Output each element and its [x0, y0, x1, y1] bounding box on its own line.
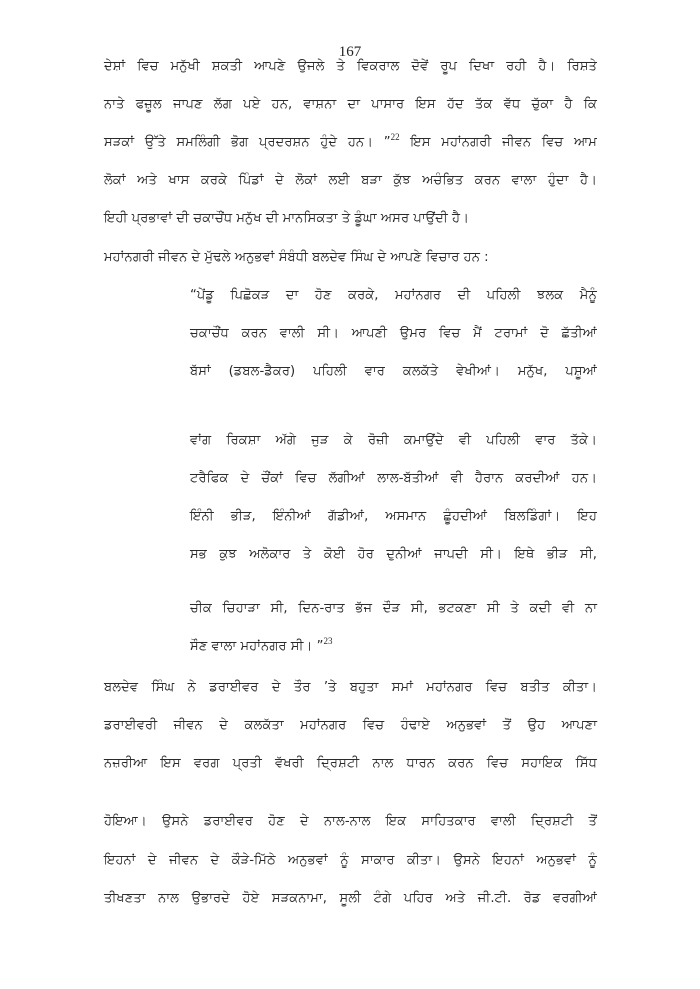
quote-line: ਵਾਂਗ ਰਿਕਸ਼ਾ ਅੱਗੇ ਜੁੜ ਕੇ ਰੋਜ਼ੀ ਕਮਾਉਂਦੇ ਵੀ ਪਹਿਲੀ ਵਾਰ ਤੱਕੇ।: [190, 433, 597, 448]
text-line: ਨਜ਼ਰੀਆ ਇਸ ਵਰਗ ਪ੍ਰਤੀ ਵੱਖਰੀ ਦ੍ਰਿਸ਼ਟੀ ਨਾਲ ਧਾਰਨ ਕਰਨ ਵਿਚ ਸਹਾਇਕ ਸਿੱਧ: [104, 756, 597, 771]
text-line: ਦੇਸ਼ਾਂ ਵਿਚ ਮਨੁੱਖੀ ਸ਼ਕਤੀ ਆਪਣੇ ਉਜਲੇ ਤੇ ਵਿਕਰਾਲ ਦੋਵੇਂ ਰੂਪ ਦਿਖਾ ਰਹੀ ਹੈ। ਰਿਸ਼ਤੇ: [104, 59, 597, 74]
quote-line: ਟਰੈਫਿਕ ਦੇ ਚੌਂਕਾਂ ਵਿਚ ਲੱਗੀਆਂ ਲਾਲ-ਬੱਤੀਆਂ ਵੀ ਹੈਰਾਨ ਕਰਦੀਆਂ ਹਨ।: [190, 471, 597, 486]
text-line: ਇਹੀ ਪ੍ਰਭਾਵਾਂ ਦੀ ਚਕਾਚੌਂਧ ਮਨੁੱਖ ਦੀ ਮਾਨਸਿਕਤਾ ਤੇ ਡੂੰਘਾ ਅਸਰ ਪਾਉਂਦੀ ਹੈ।: [104, 211, 470, 226]
text-segment: ਸੜਕਾਂ ਉੱਤੇ ਸਮਲਿੰਗੀ ਭੋਗ ਪ੍ਰਦਰਸ਼ਨ ਹੁੰਦੇ ਹਨ। ”: [104, 135, 391, 150]
text-line: ਹੋਇਆ। ਉਸਨੇ ਡਰਾਈਵਰ ਹੋਣ ਦੇ ਨਾਲ-ਨਾਲ ਇਕ ਸਾਹਿਤਕਾਰ ਵਾਲੀ ਦ੍ਰਿਸ਼ਟੀ ਤੋਂ: [104, 814, 597, 829]
quote-line: ਚੀਕ ਚਿਹਾੜਾ ਸੀ, ਦਿਨ-ਰਾਤ ਭੱਜ ਦੌੜ ਸੀ, ਭਟਕਣਾ ਸੀ ਤੇ ਕਦੀ ਵੀ ਨਾ: [190, 601, 597, 616]
page-number: 167: [338, 44, 362, 60]
text-segment: ਇਸ ਮਹਾਂਨਗਰੀ ਜੀਵਨ ਵਿਚ ਆਮ: [399, 135, 597, 150]
text-line-with-footnote: [104, 133, 597, 153]
quote-line: ਇੰਨੀ ਭੀੜ, ਇੰਨੀਆਂ ਗੱਡੀਆਂ, ਅਸਮਾਨ ਛੂੰਹਦੀਆਂ ਬਿਲਡਿੰਗਾਂ। ਇਹ: [190, 509, 597, 524]
quote-line: ਸਭ ਕੁਝ ਅਲੋਕਾਰ ਤੇ ਕੋਈ ਹੋਰ ਦੁਨੀਆਂ ਜਾਪਦੀ ਸੀ। ਇਥੇ ਭੀੜ ਸੀ,: [190, 547, 597, 562]
quote-line: ਚਕਾਚੌਂਧ ਕਰਨ ਵਾਲੀ ਸੀ। ਆਪਣੀ ਉਮਰ ਵਿਚ ਮੈਂ ਟਰਾਮਾਂ ਦੋ ਛੱਤੀਆਂ: [190, 326, 597, 341]
quote-line-with-footnote: [190, 637, 597, 657]
text-line: ਡਰਾਈਵਰੀ ਜੀਵਨ ਦੇ ਕਲਕੱਤਾ ਮਹਾਂਨਗਰ ਵਿਚ ਹੰਢਾਏ ਅਨੁਭਵਾਂ ਤੋਂ ਉਹ ਆਪਣਾ: [104, 718, 597, 733]
footnote-ref-23: 23: [323, 636, 333, 646]
text-line: ਬਲਦੇਵ ਸਿੰਘ ਨੇ ਡਰਾਈਵਰ ਦੇ ਤੌਰ ’ਤੇ ਬਹੁਤਾ ਸਮਾਂ ਮਹਾਂਨਗਰ ਵਿਚ ਬਤੀਤ ਕੀਤਾ।: [104, 680, 597, 695]
text-line: ਇਹਨਾਂ ਦੇ ਜੀਵਨ ਦੇ ਕੌੜੇ-ਮਿੱਠੇ ਅਨੁਭਵਾਂ ਨੂੰ ਸਾਕਾਰ ਕੀਤਾ। ਉਸਨੇ ਇਹਨਾਂ ਅਨੁਭਵਾਂ ਨੂੰ: [104, 853, 597, 868]
quote-line: “ਪੇਂਡੂ ਪਿਛੋਕੜ ਦਾ ਹੋਣ ਕਰਕੇ, ਮਹਾਂਨਗਰ ਦੀ ਪਹਿਲੀ ਝਲਕ ਮੈਨੂੰ: [190, 288, 597, 303]
text-line: ਮਹਾਂਨਗਰੀ ਜੀਵਨ ਦੇ ਮੁੱਢਲੇ ਅਨੁਭਵਾਂ ਸੰਬੰਧੀ ਬਲਦੇਵ ਸਿੰਘ ਦੇ ਆਪਣੇ ਵਿਚਾਰ ਹਨ :: [104, 250, 489, 265]
text-line: ਨਾਤੇ ਫਜ਼ੂਲ ਜਾਪਣ ਲੱਗ ਪਏ ਹਨ, ਵਾਸ਼ਨਾ ਦਾ ਪਾਸਾਰ ਇਸ ਹੱਦ ਤੱਕ ਵੱਧ ਚੁੱਕਾ ਹੈ ਕਿ: [104, 97, 597, 112]
text-segment: ਸੌਣ ਵਾਲਾ ਮਹਾਂਨਗਰ ਸੀ। ”: [190, 639, 324, 654]
quote-line: ਬੱਸਾਂ (ਡਬਲ-ਡੈਕਰ) ਪਹਿਲੀ ਵਾਰ ਕਲਕੱਤੇ ਵੇਖੀਆਂ। ਮਨੁੱਖ, ਪਸ਼ੂਆਂ: [190, 364, 597, 379]
footnote-ref-22: 22: [390, 132, 400, 142]
text-line: ਲੋਕਾਂ ਅਤੇ ਖਾਸ ਕਰਕੇ ਪਿੰਡਾਂ ਦੇ ਲੋਕਾਂ ਲਈ ਬੜਾ ਕੁੱਝ ਅਚੰਭਿਤ ਕਰਨ ਵਾਲਾ ਹੁੰਦਾ ਹੈ।: [104, 173, 597, 188]
text-line: ਤੀਖਣਤਾ ਨਾਲ ਉਭਾਰਦੇ ਹੋਏ ਸੜਕਨਾਮਾ, ਸੂਲੀ ਟੰਗੇ ਪਹਿਰ ਅਤੇ ਜੀ.ਟੀ. ਰੋਡ ਵਰਗੀਆਂ: [104, 891, 597, 906]
